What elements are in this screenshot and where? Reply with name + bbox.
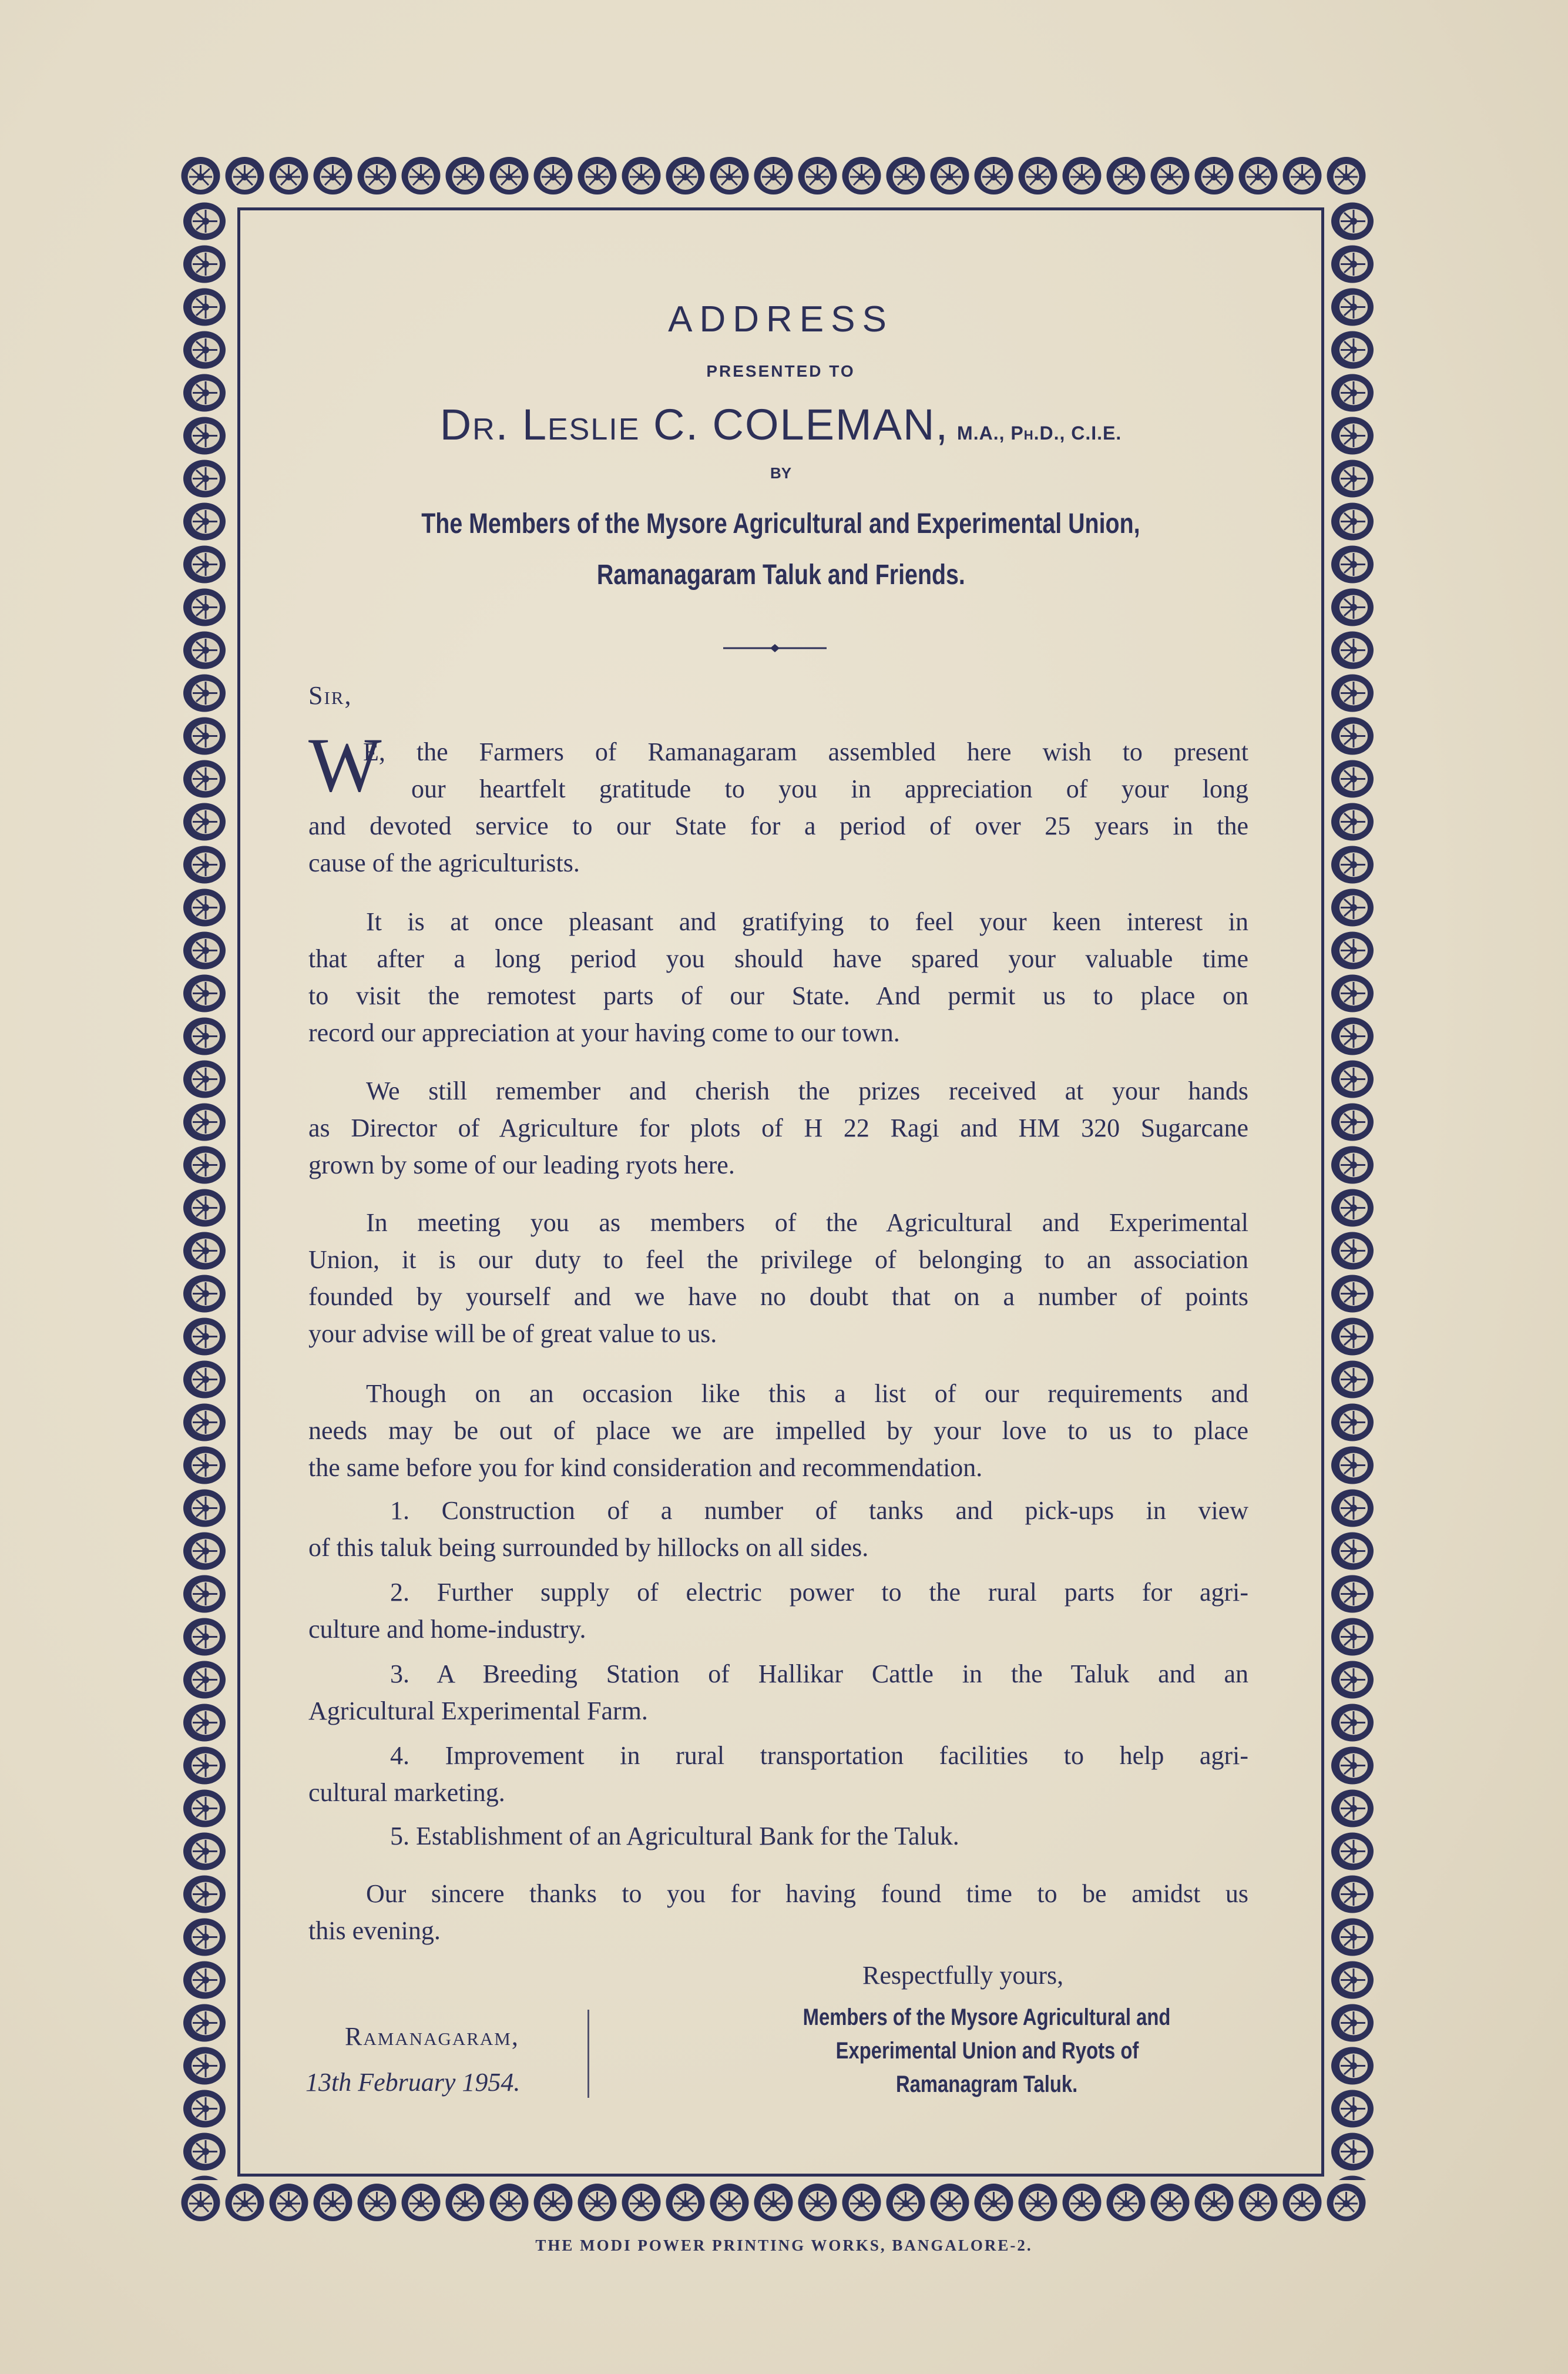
text-line: We still remember and cherish the prizes received at your hands — [366, 1077, 1248, 1105]
signatory-line: Ramanagram Taluk. — [896, 2071, 1078, 2097]
sign-off: Respectfully yours, — [862, 1961, 1064, 1990]
ornamental-border-left — [179, 200, 230, 2180]
paragraph — [308, 733, 1248, 881]
text-line: cause of the agriculturists. — [308, 849, 580, 877]
text-line: E, the Farmers of Ramanagaram assembled here wish to present — [363, 737, 1248, 766]
text-line: 1. Construction of a number of tanks and pick-ups in view — [390, 1496, 1248, 1525]
text-line: It is at once pleasant and gratifying to feel your keen interest in — [366, 907, 1248, 936]
text-line: record our appreciation at your having come to our town. — [308, 1018, 900, 1047]
requirement-item — [308, 1574, 1248, 1648]
signatory-line: Members of the Mysore Agricultural and — [803, 2004, 1171, 2030]
recipient-name-line — [237, 400, 1324, 450]
closing-paragraph — [308, 1875, 1248, 1949]
paragraph — [308, 1375, 1248, 1486]
text-line: Our sincere thanks to you for having found time to be amidst us — [366, 1879, 1248, 1908]
text-line: culture and home-industry. — [308, 1615, 586, 1644]
text-line: 5. Establishment of an Agricultural Bank for the Taluk. — [390, 1822, 959, 1850]
text-line: 3. A Breeding Station of Hallikar Cattle in the Taluk and an — [390, 1659, 1248, 1688]
text-line: In meeting you as members of the Agricultural and Experimental — [366, 1208, 1248, 1237]
requirement-item — [308, 1655, 1248, 1729]
printer-imprint: THE MODI POWER PRINTING WORKS, BANGALORE-2. — [535, 2236, 1033, 2254]
ornamental-border-bottom — [179, 2181, 1369, 2224]
requirement-item — [308, 1818, 1248, 1855]
requirement-item — [308, 1492, 1248, 1566]
salutation: Sir, — [308, 681, 352, 710]
paragraph — [308, 903, 1248, 1051]
presenters-line-2 — [237, 559, 1324, 591]
text-line: founded by yourself and we have no doubt that on a number of points — [308, 1282, 1248, 1311]
brace-line — [587, 2010, 589, 2098]
signatory-line: Experimental Union and Ryots of — [835, 2038, 1139, 2064]
presenters-line-1 — [237, 508, 1324, 540]
text-line: our heartfelt gratitude to you in appreciation of your long — [411, 774, 1248, 803]
text-line: to visit the remotest parts of our State. And permit us to place on — [308, 981, 1248, 1010]
by-label: BY — [770, 464, 792, 482]
requirement-item — [308, 1737, 1248, 1811]
ornamental-border-top — [179, 155, 1369, 197]
presented-to-label: PRESENTED TO — [706, 362, 855, 380]
presenters-text-1: The Members of the Mysore Agricultural and Experimental Union, — [421, 508, 1140, 539]
paragraph — [308, 1204, 1248, 1352]
text-line: Union, it is our duty to feel the privilege of belonging to an association — [308, 1245, 1248, 1274]
text-line: the same before you for kind consideration and recommendation. — [308, 1453, 983, 1482]
presenters-text-2: Ramanagaram Taluk and Friends. — [596, 559, 965, 591]
document-title: ADDRESS — [668, 299, 894, 340]
text-line: needs may be out of place we are impelled by your love to us to place — [308, 1416, 1248, 1445]
signatories — [699, 2001, 1275, 2101]
text-line: of this taluk being surrounded by hillocks on all sides. — [308, 1533, 869, 1562]
text-line: this evening. — [308, 1916, 441, 1945]
date: 13th February 1954. — [305, 2068, 521, 2097]
text-line: Though on an occasion like this a list of our requirements and — [366, 1379, 1248, 1408]
text-line: 2. Further supply of electric power to the rural parts for agri- — [390, 1578, 1248, 1607]
text-line: grown by some of our leading ryots here. — [308, 1151, 735, 1179]
recipient-credentials: M.A., Ph.D., C.I.E. — [957, 423, 1122, 444]
text-line: your advise will be of great value to us. — [308, 1319, 717, 1348]
text-line: as Director of Agriculture for plots of H 22 Ragi and HM 320 Sugarcane — [308, 1114, 1248, 1142]
drop-cap: W — [308, 722, 382, 808]
text-line: Agricultural Experimental Farm. — [308, 1696, 648, 1725]
paragraph — [308, 1072, 1248, 1183]
text-line: cultural marketing. — [308, 1778, 505, 1807]
text-line: and devoted service to our State for a period of over 25 years in the — [308, 812, 1248, 840]
ornamental-border-right — [1327, 200, 1378, 2180]
recipient-name: Dr. Leslie C. COLEMAN, — [439, 400, 949, 449]
place: Ramanagaram, — [345, 2022, 519, 2051]
text-line: that after a long period you should have spared your valuable time — [308, 944, 1248, 973]
divider-ornament — [723, 644, 827, 652]
text-line: 4. Improvement in rural transportation facilities to help agri- — [390, 1741, 1248, 1770]
